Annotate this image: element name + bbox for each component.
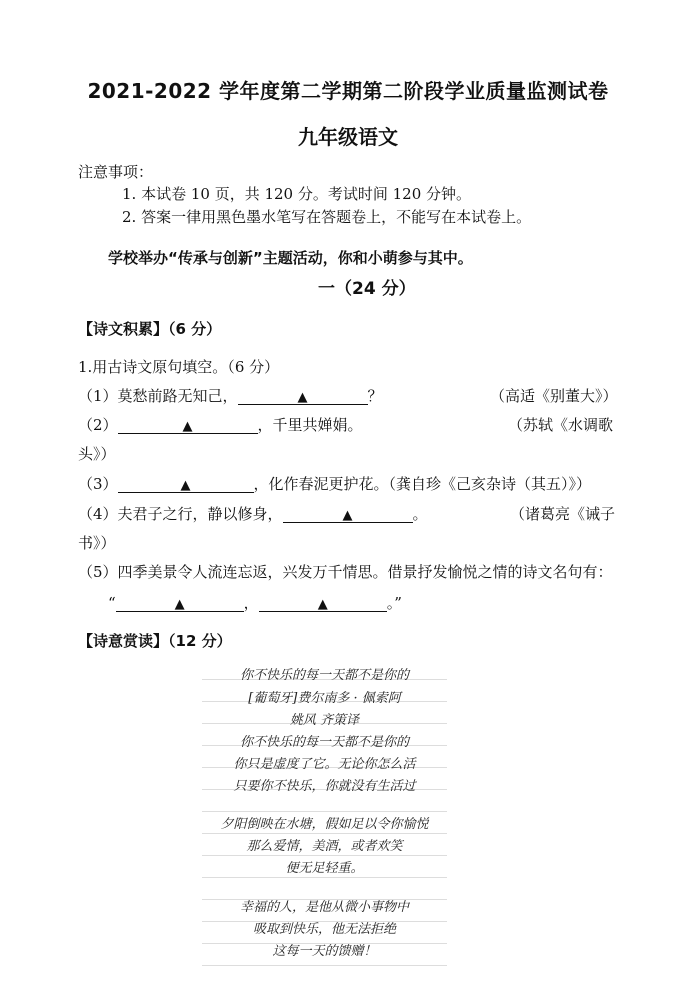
q5-close-quote: 。” [386,594,402,612]
q4-line [78,503,428,524]
q3-suffix: ，化作春泥更护花。（龚自珍《己亥杂诗（其五）》） [253,475,592,493]
ruled-line [202,855,447,856]
triangle-marker: ▲ [297,390,308,405]
q5-answer-line [108,592,402,613]
triangle-marker: ▲ [180,478,191,493]
q4-prefix: （4）夫君子之行，静以修身， [78,505,283,523]
answer-blank [118,477,254,493]
poem-line: 夕阳倒映在水塘，假如足以令你愉悦 [220,817,429,832]
section-one-heading: 一（24 分） [318,279,416,299]
poem-line: 你不快乐的每一天都不是你的 [239,735,409,750]
notes-item-2: 2. 答案一律用黑色墨水笔写在答题卷上，不能写在本试卷上。 [122,208,532,226]
q4-suffix: 。 [412,505,428,523]
q3-line [78,473,591,494]
triangle-marker: ▲ [342,508,353,523]
triangle-marker: ▲ [174,597,185,612]
activity-intro: 学校举办“传承与创新”主题活动，你和小萌参与其中。 [108,249,473,267]
q5-open-quote: “ [108,594,116,612]
poem-line: 这每一天的馈赠！ [272,944,377,959]
poem-title: 你不快乐的每一天都不是你的 [239,668,409,683]
notes-heading: 注意事项： [78,163,154,181]
answer-blank [259,596,387,612]
poem-translators: 姚风 齐策译 [289,713,360,728]
ruled-line [202,877,447,878]
notes-item-1: 1. 本试卷 10 页，共 120 分。考试时间 120 分钟。 [122,185,472,203]
poem-line: 便无足轻重。 [285,861,364,876]
answer-blank [238,389,368,405]
q1-source: （高适《别董大》） [490,387,618,405]
exam-title: 2021-2022 学年度第二学期第二阶段学业质量监测试卷 [87,79,609,103]
part1-heading: 【诗文积累】（6 分） [78,320,222,338]
triangle-marker: ▲ [182,419,193,434]
q1-line [78,385,383,406]
poem-line: 你只是虚度了它。无论你怎么活 [233,757,416,772]
q4-source-cont: 书》） [78,534,116,552]
q3-prefix: （3） [78,475,118,493]
answer-blank [116,596,244,612]
q5-line: （5）四季美景令人流连忘返，兴发万千情思。借景抒发愉悦之情的诗文名句有： [78,563,613,581]
answer-blank [118,418,258,434]
q1-suffix: ？ [367,387,383,405]
question-1: 1.用古诗文原句填空。（6 分） [78,358,280,376]
answer-blank [283,507,413,523]
q2-suffix: ，千里共婵娟。 [257,416,363,434]
triangle-marker: ▲ [317,597,328,612]
q2-source-cont: 头》） [78,445,116,463]
q4-source: （诸葛亮《诫子 [510,505,616,523]
q1-prefix: （1）莫愁前路无知己， [78,387,238,405]
ruled-line [202,833,447,834]
poem-line: 幸福的人，是他从微小事物中 [239,900,409,915]
ruled-line [202,965,447,966]
poem-line: 只要你不快乐，你就没有生活过 [233,779,416,794]
poem-author: [葡萄牙]费尔南多 · 佩索阿 [248,691,401,706]
q2-prefix: （2） [78,416,118,434]
q2-source: （苏轼《水调歌 [508,416,614,434]
q5-comma: ， [243,594,259,612]
exam-subtitle: 九年级语文 [298,125,398,149]
part2-heading: 【诗意赏读】（12 分） [78,632,232,650]
ruled-line [202,811,447,812]
poem-line: 吸取到快乐，他无法拒绝 [252,922,396,937]
poem-line: 那么爱情，美酒，或者欢笑 [246,839,403,854]
q2-line [78,414,363,435]
